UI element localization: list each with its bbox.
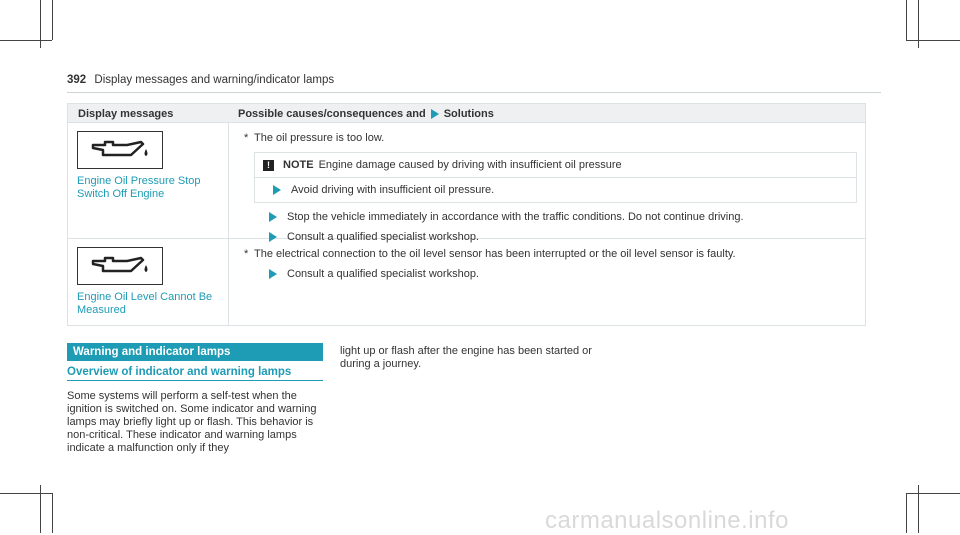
crop-mark	[0, 493, 52, 494]
crop-mark	[0, 40, 52, 41]
action-item: Consult a qualified specialist workshop.	[269, 231, 865, 243]
crop-mark	[52, 493, 53, 533]
crop-mark	[906, 493, 960, 494]
warning-icon: !	[263, 160, 274, 171]
crop-mark	[906, 493, 907, 533]
crop-mark	[906, 40, 960, 41]
col-header-causes: Possible causes/consequences and Solutions	[238, 108, 494, 120]
note-box	[254, 152, 857, 203]
table-header	[68, 104, 865, 122]
display-message-text: Engine Oil Level Cannot Be Measured	[77, 291, 213, 316]
col-header-messages: Display messages	[78, 108, 174, 120]
section-subtitle: Overview of indicator and warning lamps	[67, 366, 323, 381]
arrow-right-icon	[269, 269, 277, 279]
note-text: Engine damage caused by driving with insufficient oil pressure	[318, 159, 622, 171]
watermark: carmanualsonline.info	[545, 507, 789, 534]
oil-can-icon	[77, 131, 163, 169]
page-title: Display messages and warning/indicator lamps	[94, 74, 335, 86]
body-paragraph: light up or flash after the engine has been started or during a journey.	[340, 345, 592, 370]
crop-mark	[52, 0, 53, 40]
crop-mark	[906, 0, 907, 40]
page-header	[67, 74, 334, 86]
header-divider	[67, 92, 881, 93]
table-row: Engine Oil Level Cannot Be Measured * The electrical connection to the oil level sensor has been interrupted or the oil level sensor is faulty. Consult a qualified specialist workshop.	[68, 238, 865, 325]
arrow-right-icon	[273, 185, 281, 195]
cause-text: The oil pressure is too low.	[254, 132, 385, 144]
display-message-text: Engine Oil Pressure Stop Switch Off Engine	[77, 175, 201, 200]
note-action: Avoid driving with insufficient oil pressure.	[291, 184, 495, 196]
oil-can-icon	[77, 247, 163, 285]
action-item: Stop the vehicle immediately in accordance with the traffic conditions. Do not continue driving.	[269, 211, 865, 223]
action-item: Consult a qualified specialist workshop.	[269, 268, 865, 280]
arrow-right-icon	[431, 109, 439, 119]
body-paragraph: Some systems will perform a self-test when the ignition is switched on. Some indicator and warning lamps may briefly light up or flash. This behavior is non-critical. These indicator and warning lamps indicate a malfunction only if they	[67, 390, 317, 454]
cause-text: The electrical connection to the oil level sensor has been interrupted or the oil level sensor is faulty.	[254, 248, 736, 260]
note-label: NOTE	[283, 159, 314, 171]
arrow-right-icon	[269, 212, 277, 222]
table-row: Engine Oil Pressure Stop Switch Off Engine * The oil pressure is too low. ! NOTE Engine damage caused by driving with insufficient oil pressure Avoid driving with insufficient oil pressure. Stop the vehicle immediately in accordance with the traffic conditions. Do not continue driving. Consult a qualified specialist workshop.	[68, 122, 865, 238]
section-title: Warning and indicator lamps	[67, 343, 323, 361]
page-number: 392	[67, 74, 87, 86]
display-messages-table	[67, 103, 866, 326]
